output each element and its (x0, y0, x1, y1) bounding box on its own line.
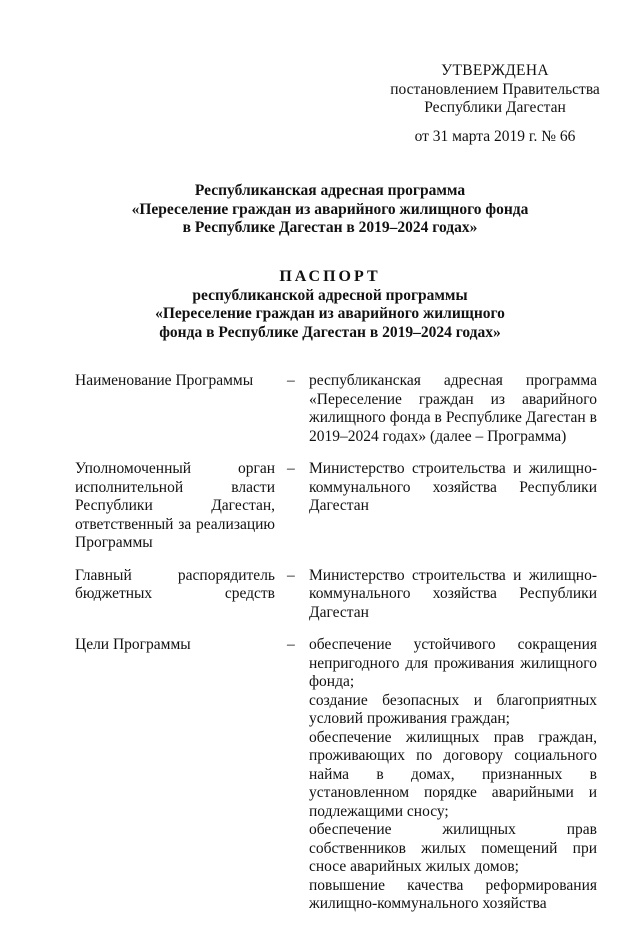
passport-title-line: фонда в Республике Дагестан в 2019–2024 годах» (159, 323, 501, 341)
passport-row-goals (0, 636, 640, 914)
passport-table (0, 372, 640, 928)
row-value (309, 460, 597, 516)
program-title (110, 182, 550, 238)
approval-date: от 31 марта 2019 г. № 66 (414, 127, 576, 145)
passport-row-name (0, 372, 640, 446)
program-title-line: «Переселение граждан из аварийного жилищного фонда (131, 200, 529, 218)
value-paragraph: обеспечение жилищных прав собственников жилых помещений при сносе аварийных жилых домов; (309, 821, 597, 875)
passport-title (110, 268, 550, 342)
row-dash: – (287, 460, 295, 477)
row-value (309, 636, 597, 914)
row-value (309, 567, 597, 623)
value-paragraph: Министерство строительства и жилищно-коммунального хозяйства Республики Дагестан (309, 460, 597, 514)
row-label: Главный распорядитель бюджетных средств (75, 566, 275, 602)
value-paragraph: обеспечение устойчивого сокращения непригодного для проживания жилищного фонда; (309, 636, 597, 690)
passport-title-line: республиканской адресной программы (192, 286, 468, 304)
row-dash: – (287, 372, 295, 389)
value-paragraph: обеспечение жилищных прав граждан, проживающих по договору социального найма в домах, признанных в установленном порядке аварийными и подлежащими сносу; (309, 728, 597, 820)
program-title-line: в Республике Дагестан в 2019–2024 годах» (182, 219, 478, 236)
row-dash: – (287, 566, 295, 584)
passport-row-budget (0, 567, 640, 623)
row-label: Наименование Программы (75, 372, 254, 389)
approval-line: Республики Дагестан (424, 99, 566, 116)
row-label: Уполномоченный орган исполнительной власти Республики Дагестан, ответственный за реализацию Программы (75, 460, 275, 551)
approval-heading: УТВЕРЖДЕНА (441, 62, 549, 79)
row-value (309, 372, 597, 446)
passport-row-authority (0, 460, 640, 553)
passport-title-line: «Переселение граждан из аварийного жилищного (155, 305, 505, 322)
value-paragraph: республиканская адресная программа «Переселение граждан из аварийного жилищного фонда в Республике Дагестан в 2019–2024 годах» (далее – Программа) (309, 372, 597, 445)
approval-line: постановлением Правительства (390, 80, 600, 98)
row-label: Цели Программы (75, 636, 191, 653)
row-dash: – (287, 636, 295, 653)
value-paragraph: создание безопасных и благоприятных условий проживания граждан; (309, 691, 597, 727)
value-paragraph: повышение качества реформирования жилищно-коммунального хозяйства (309, 876, 597, 912)
program-title-line: Республиканская адресная программа (194, 182, 466, 199)
passport-heading: ПАСПОРТ (279, 268, 381, 285)
value-paragraph: Министерство строительства и жилищно-коммунального хозяйства Республики Дагестан (309, 566, 597, 621)
approval-stamp (385, 62, 605, 146)
